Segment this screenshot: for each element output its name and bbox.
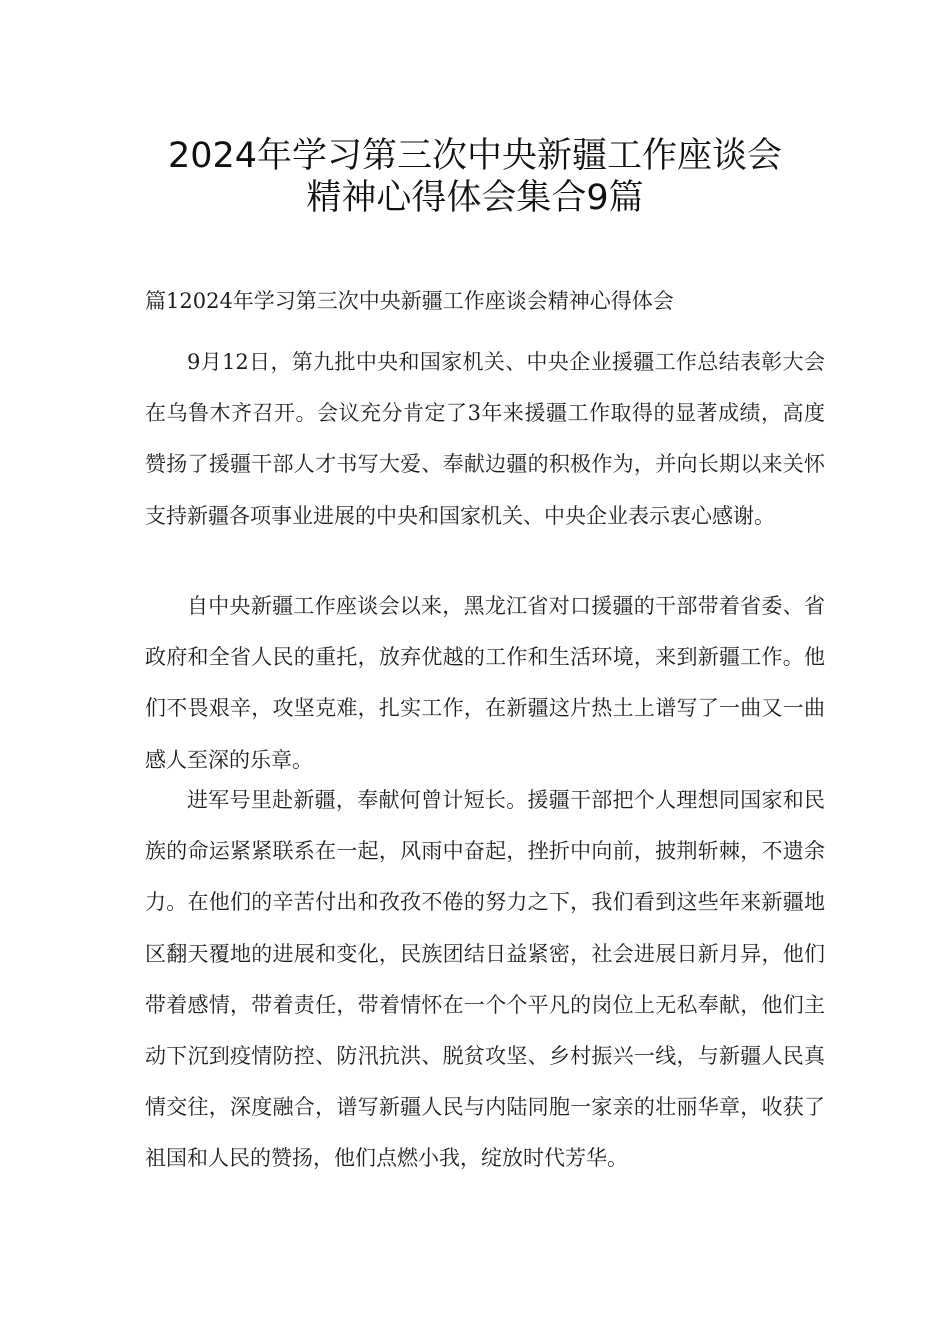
section-heading: 篇12024年学习第三次中央新疆工作座谈会精神心得体会 — [145, 289, 674, 313]
document-title-line-2: 精神心得体会集合9篇 — [306, 178, 644, 218]
document-title-line-1: 2024年学习第三次中央新疆工作座谈会 — [167, 136, 783, 176]
paragraph-2: 自中央新疆工作座谈会以来，黑龙江省对口援疆的干部带着省委、省政府和全省人民的重托，放弃优越的工作和生活环境，来到新疆工作。他们不畏艰辛，攻坚克难，扎实工作，在新疆这片热土上谱写了一曲又一曲感人至深的乐章。 — [145, 594, 825, 772]
paragraph-1: 9月12日，第九批中央和国家机关、中央企业援疆工作总结表彰大会在乌鲁木齐召开。会议充分肯定了3年来援疆工作取得的显著成绩，高度赞扬了援疆干部人才书写大爱、奉献边疆的积极作为，并向长期以来关怀支持新疆各项事业进展的中央和国家机关、中央企业表示衷心感谢。 — [145, 350, 825, 528]
paragraph-3: 进军号里赴新疆，奉献何曾计短长。援疆干部把个人理想同国家和民族的命运紧紧联系在一起，风雨中奋起，挫折中向前，披荆斩棘，不遗余力。在他们的辛苦付出和孜孜不倦的努力之下，我们看到这些年来新疆地区翻天覆地的进展和变化，民族团结日益紧密，社会进展日新月异，他们带着感情，带着责任，带着情怀在一个个平凡的岗位上无私奉献，他们主动下沉到疫情防控、防汛抗洪、脱贫攻坚、乡村振兴一线，与新疆人民真情交往，深度融合，谱写新疆人民与内陆同胞一家亲的壮丽华章，收获了祖国和人民的赞扬，他们点燃小我，绽放时代芳华。 — [145, 788, 825, 1171]
